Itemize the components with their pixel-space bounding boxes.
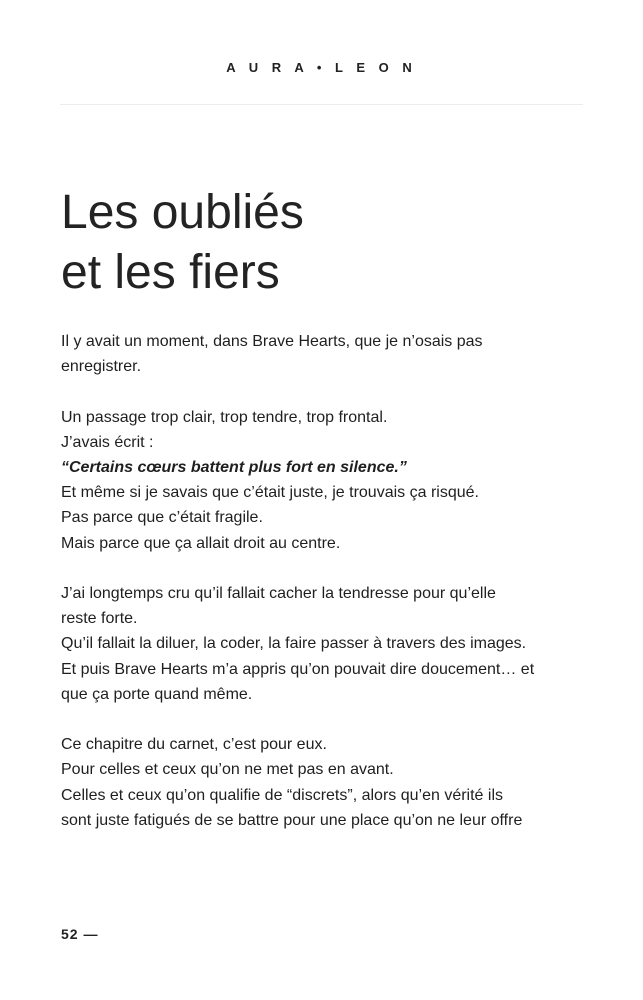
brand-header: A U R A • L E O N — [226, 60, 417, 75]
paragraph-1 — [61, 329, 583, 379]
quote-line: “Certains cœurs battent plus fort en silence.” — [61, 459, 407, 476]
text-line: sont juste fatigués de se battre pour une place qu’on ne leur offre — [61, 811, 523, 829]
paragraph-3 — [61, 581, 583, 707]
text-line: Ce chapitre du carnet, c’est pour eux. — [61, 736, 327, 754]
body-text — [61, 329, 583, 858]
paragraph-2 — [61, 405, 583, 556]
text-line: Pas parce que c’était fragile. — [61, 509, 263, 527]
text-line: Et même si je savais que c’était juste, je trouvais ça risqué. — [61, 484, 479, 502]
text-line: reste forte. — [61, 610, 138, 628]
header-divider — [60, 104, 583, 105]
text-line: Et puis Brave Hearts m’a appris qu’on pouvait dire doucement… et — [61, 660, 535, 678]
page-number: 52 — — [61, 926, 99, 942]
text-line: Il y avait un moment, dans Brave Hearts, que je n’osais pas — [61, 333, 483, 350]
chapter-title-line-1: Les oubliés — [61, 186, 304, 239]
text-line: Mais parce que ça allait droit au centre. — [61, 534, 341, 552]
text-line: J’ai longtemps cru qu’il fallait cacher la tendresse pour qu’elle — [61, 585, 496, 602]
text-line: J’avais écrit : — [61, 433, 154, 451]
text-line: Celles et ceux qu’on qualifie de “discrets”, alors qu’en vérité ils — [61, 786, 503, 804]
paragraph-4 — [61, 732, 583, 833]
text-line: enregistrer. — [61, 358, 142, 376]
text-line: Un passage trop clair, trop tendre, trop frontal. — [61, 408, 388, 426]
text-line: que ça porte quand même. — [61, 685, 253, 703]
text-line: Pour celles et ceux qu’on ne met pas en avant. — [61, 761, 394, 779]
chapter-title-line-2: et les fiers — [61, 246, 280, 299]
chapter-title — [61, 183, 581, 303]
text-line: Qu’il fallait la diluer, la coder, la faire passer à travers des images. — [61, 635, 527, 653]
